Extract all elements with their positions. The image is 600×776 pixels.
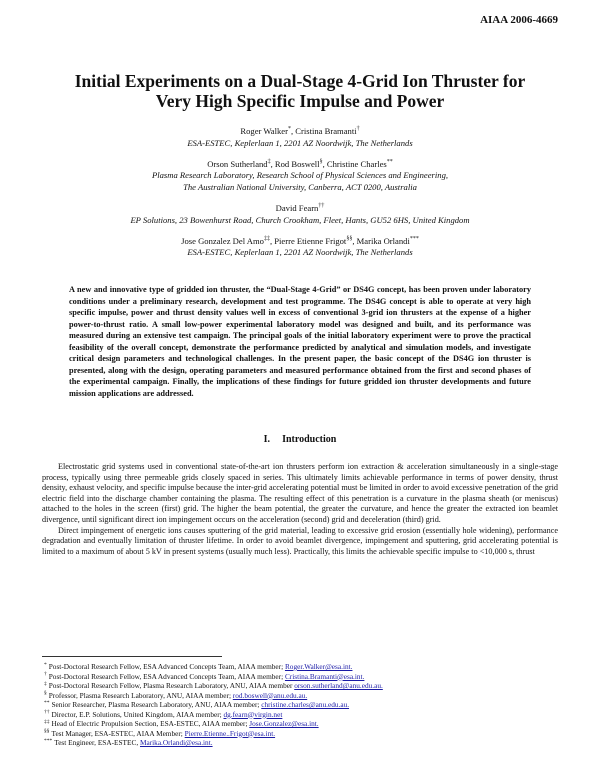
email-link[interactable]: Roger.Walker@esa.int. bbox=[284, 662, 353, 671]
footnote-divider bbox=[42, 656, 222, 657]
paragraph-1: Electrostatic grid systems used in conventional state-of-the-art ion thrusters perform ion extraction & acceleration simultaneously in a single-stage process, typically using three permeable grids closely spaced in series. This ultimately limits achievable performance in terms of power density, thrust density, exhaust velocity, and specific impulse because the inter-grid accelerating potential must be limited in order to avoid excessive penetration of the grid electric field into the discharge chamber containing the plasma. The resulting effect of this penetration is a curvature in the plasma sheath (or meniscus) attached to the holes in the screen (first) grid. The higher the beam potential, the greater the curvature, and hence the greater the extracted ion beamlet divergence, until significant direct ion impingement occurs on the acceleration (second) grid and deceleration (third) grid. bbox=[42, 462, 558, 524]
email-link[interactable]: Cristina.Bramanti@esa.int. bbox=[284, 671, 365, 681]
body-text bbox=[42, 462, 558, 557]
author-affiliation: Plasma Research Laboratory, Research School of Physical Sciences and Engineering, bbox=[151, 170, 449, 181]
author-block-2 bbox=[40, 159, 560, 194]
author-names: Orson Sutherland‡, Rod Boswell§, Christine Charles** bbox=[207, 158, 393, 169]
author-affiliation-line-2: The Australian National University, Canberra, ACT 0200, Australia bbox=[183, 181, 417, 192]
author-names: David Fearn†† bbox=[275, 202, 325, 213]
author-names: Roger Walker*, Cristina Bramanti† bbox=[240, 126, 360, 136]
email-link[interactable]: Marika.Orlandi@esa.int. bbox=[139, 738, 213, 747]
author-affiliation: EP Solutions, 23 Bowenhurst Road, Church Crookham, Fleet, Hants, GU52 6HS, United Kingdom bbox=[130, 214, 470, 225]
email-link[interactable]: christine.charles@anu.edu.au. bbox=[261, 700, 350, 709]
title-line-1: Initial Experiments on a Dual-Stage 4-Grid Ion Thruster for bbox=[74, 71, 526, 91]
author-names: Jose Gonzalez Del Amo‡‡, Pierre Etienne Frigot§§, Marika Orlandi*** bbox=[181, 235, 419, 246]
email-link[interactable]: Jose.Gonzalez@esa.int. bbox=[249, 719, 319, 728]
author-block-3 bbox=[40, 203, 560, 226]
report-number: AIAA 2006-4669 bbox=[480, 14, 558, 26]
section-number: I. bbox=[263, 434, 271, 445]
footnote: *** Test Engineer, ESA-ESTEC, Marika.Orlandi@esa.int. bbox=[44, 737, 213, 747]
footnote: ‡ Post-Doctoral Research Fellow, Plasma Research Laboratory, ANU, AIAA member orson.sutherland@anu.edu.au. bbox=[44, 680, 383, 690]
paragraph-2: Direct impingement of energetic ions causes sputtering of the grid material, leading to excessive grid erosion (essentially hole widening), performance degradation and eventually limitation of thruster lifetime. In order to avoid beamlet divergence, impingement and sputtering, grid accelerating potential is limited to a maximum of about 5 kV in present systems (usually much less). Practically, this limits the achievable specific impulse to <10,000 s, thrust bbox=[42, 525, 558, 556]
footnote: * Post-Doctoral Research Fellow, ESA Advanced Concepts Team, AIAA member; Roger.Walker@esa.int. bbox=[44, 661, 353, 671]
footnote: ** Senior Researcher, Plasma Research Laboratory, ANU, AIAA member; christine.charles@anu.edu.au. bbox=[44, 699, 350, 709]
author-affiliation: ESA-ESTEC, Keplerlaan 1, 2201 AZ Noordwijk, The Netherlands bbox=[187, 137, 413, 148]
footnote: §§ Test Manager, ESA-ESTEC, AIAA Member; Pierre.Etienne..Frigot@esa.int. bbox=[44, 728, 276, 738]
email-link[interactable]: rod.boswell@anu.edu.au. bbox=[232, 690, 308, 700]
author-block-1 bbox=[40, 126, 560, 149]
email-link[interactable]: dg.fearn@virgin.net bbox=[223, 709, 283, 719]
author-block-4 bbox=[40, 236, 560, 259]
paper-title bbox=[40, 71, 560, 111]
email-link[interactable]: Pierre.Etienne..Frigot@esa.int. bbox=[184, 728, 276, 738]
email-link[interactable]: orson.sutherland@anu.edu.au. bbox=[294, 681, 383, 690]
footnote: § Professor, Plasma Research Laboratory, ANU, AIAA member; rod.boswell@anu.edu.au. bbox=[44, 690, 308, 700]
footnote: † Post-Doctoral Research Fellow, ESA Advanced Concepts Team, AIAA member; Cristina.Bramanti@esa.int. bbox=[44, 671, 365, 681]
author-affiliation: ESA-ESTEC, Keplerlaan 1, 2201 AZ Noordwijk, The Netherlands bbox=[187, 247, 413, 258]
footnotes bbox=[44, 662, 558, 748]
abstract: A new and innovative type of gridded ion thruster, the “Dual-Stage 4-Grid” or DS4G concept, has been proven under laboratory conditions under a preliminary research, development and test programme. The DS4G concept is able to operate at very high specific impulse, power and thrust density values well in excess of conventional 3-grid ion thrusters at the expense of a higher power-to-thrust ratio. A small low-power experimental laboratory model was designed and built, and its performance was measured during an extensive test campaign. The principal goals of the initial laboratory experiment were to prove the practical feasibility of the overall concept, demonstrate the performance predicted by analytical and simulation models, and investigate critical design parameters and technological challenges. In the present paper, the basic concept of the DS4G ion thruster is presented, along with the design, operating parameters and measured performance obtained from the first and second phases of the experimental campaign. Finally, the implications of these findings for future gridded ion thruster developments and future mission applications are addressed. bbox=[69, 285, 531, 398]
section-title: Introduction bbox=[282, 434, 337, 445]
section-heading bbox=[0, 434, 600, 445]
title-line-2: Very High Specific Impulse and Power bbox=[155, 91, 445, 111]
footnote: ‡‡ Head of Electric Propulsion Section, ESA-ESTEC, AIAA member; Jose.Gonzalez@esa.int. bbox=[44, 718, 319, 728]
author-list bbox=[40, 126, 560, 268]
footnote: †† Director, E.P. Solutions, United Kingdom, AIAA member; dg.fearn@virgin.net bbox=[44, 709, 283, 719]
